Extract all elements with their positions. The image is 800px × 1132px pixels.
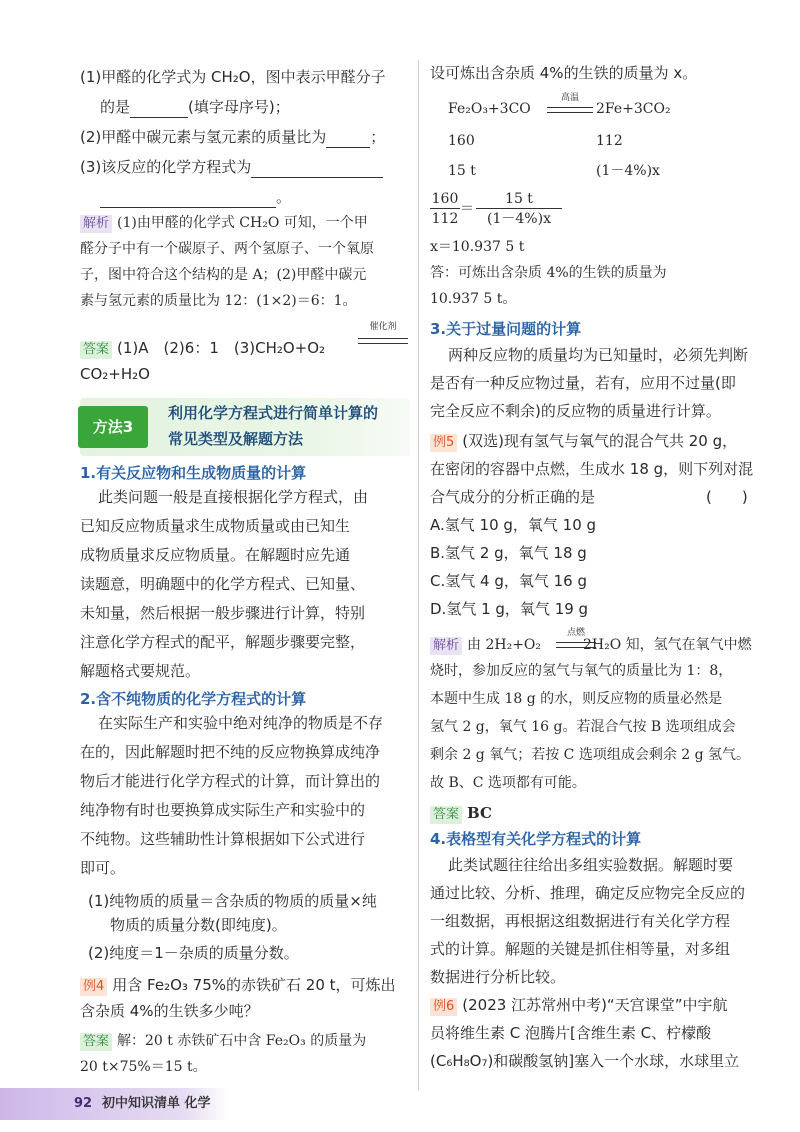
paragraph-line: 式的计算。解题的关键是抓住相等量，对多组 (430, 940, 731, 958)
analysis-tag: 解析 (430, 637, 462, 655)
answer-tag: 答案 (80, 341, 112, 359)
equation-right: 2Fe+3CO₂ (596, 101, 671, 117)
example-tag: 例6 (430, 998, 457, 1016)
paragraph-line: 故 B、C 选项都有可能。 (430, 775, 586, 791)
example-6-line2: 员将维生素 C 泡腾片[含维生素 C、柠檬酸 (430, 1024, 712, 1042)
answer-line2: CO₂+H₂O (80, 365, 150, 383)
equals: ＝ (460, 201, 474, 217)
option-c[interactable]: C.氢气 4 g，氧气 16 g (430, 572, 587, 590)
paragraph-line: 不纯物。这些辅助性计算根据如下公式进行 (80, 830, 366, 848)
molar-mass-2: 112 (596, 133, 623, 149)
answer-5: 答案 BC (430, 802, 492, 824)
paragraph-line: 通过比较、分析、推理，确定反应物完全反应的 (430, 884, 746, 902)
column-divider (418, 60, 419, 1090)
option-d[interactable]: D.氢气 1 g，氧气 19 g (430, 600, 589, 618)
example-4-line2: 含杂质 4%的生铁多少吨？ (80, 1002, 259, 1020)
ignite-condition: 点燃 (566, 628, 585, 638)
answer-tag: 答案 (80, 1033, 112, 1051)
paragraph-line: 读题意，明确题中的化学方程式、已知量、 (80, 575, 366, 593)
paragraph-line: 在的，因此解题时把不纯的反应物换算成纯净 (80, 743, 381, 761)
answer-4-line2: 20 t×75%＝15 t。 (80, 1059, 207, 1075)
section-heading: 4.表格型有关化学方程式的计算 (430, 830, 642, 848)
answer-4: 答案 解：20 t 赤铁矿石中含 Fe₂O₃ 的质量为 (80, 1030, 366, 1052)
answer-bracket[interactable]: ( ) (706, 488, 748, 506)
paragraph-line: 注意化学方程式的配平，解题步骤要完整， (80, 633, 366, 651)
fraction-numerator: 160 (431, 191, 459, 207)
example-6: 例6 (2023 江苏常州中考)“天宫课堂”中宇航 (430, 994, 727, 1016)
method-title: 利用化学方程式进行简单计算的 (168, 404, 379, 422)
paragraph-line: 纯净物有时也要换算成实际生产和实验中的 (80, 801, 366, 819)
fraction-bar (476, 208, 562, 209)
section-heading: 2.含不纯物质的化学方程式的计算 (80, 690, 307, 708)
paragraph-line: 未知量，然后根据一般步骤进行计算，特别 (80, 604, 366, 622)
formula-1: (1)纯物质的质量＝含杂质的物质的质量×纯 (88, 892, 377, 910)
example-tag: 例4 (80, 978, 107, 996)
answer-tag: 答案 (430, 806, 462, 824)
catalyst-condition: 催化剂 (369, 322, 397, 332)
method-3-banner (80, 398, 410, 456)
answer-blank[interactable] (130, 101, 188, 118)
paragraph-line: 两种反应物的质量均为已知量时，必须先判断 (448, 346, 749, 364)
paragraph-line: 剩余 2 g 氧气；若按 C 选项组成会剩余 2 g 氢气。 (430, 747, 751, 763)
analysis-line: 子，图中符合这个结构的是 A；(2)甲醛中碳元 (80, 267, 367, 283)
section-heading: 1.有关反应物和生成物质量的计算 (80, 464, 307, 482)
paragraph-line: 是否有一种反应物过量，若有，应用不过量(即 (430, 374, 736, 392)
equals-sign (547, 107, 593, 113)
question-2: (2)甲醛中碳元素与氢元素的质量比为 ； (80, 128, 386, 146)
paragraph-line: 此类问题一般是直接根据化学方程式，由 (98, 488, 369, 506)
example-tag: 例5 (430, 434, 457, 452)
paragraph-line: 此类试题往往给出多组实验数据。解题时要 (448, 856, 734, 874)
question-1-line2: 的是 (填字母序号)； (100, 98, 290, 116)
book-title: 初中知识清单 化学 (102, 1096, 211, 1111)
equals-sign (556, 642, 596, 648)
answer-block: 答案 (1)A (2)6：1 (3)CH₂O+O₂ (80, 337, 325, 359)
section-heading: 3.关于过量问题的计算 (430, 320, 582, 338)
example-4: 例4 用含 Fe₂O₃ 75%的赤铁矿石 20 t，可炼出 (80, 974, 396, 996)
x-result: x＝10.937 5 t (430, 239, 525, 255)
paragraph-line: 成物质量求反应物质量。在解题时应先通 (80, 546, 351, 564)
equation-left: Fe₂O₃+3CO (448, 101, 531, 117)
page-number: 92 (73, 1096, 93, 1111)
solution-setup: 设可炼出含杂质 4%的生铁的质量为 x。 (430, 64, 698, 82)
analysis-block: 解析 (1)由甲醛的化学式 CH₂O 可知，一个甲 (80, 212, 368, 234)
paragraph-line: 完全反应不剩余)的反应物的质量进行计算。 (430, 402, 721, 420)
analysis-tag: 解析 (80, 215, 112, 233)
method-title: 常见类型及解题方法 (168, 430, 304, 448)
answer-blank[interactable] (326, 131, 370, 148)
question-3: (3)该反应的化学方程式为 (80, 156, 383, 178)
example-6-line3: (C₆H₈O₇)和碳酸氢钠]塞入一个水球，水球里立 (430, 1052, 740, 1070)
question-3-line2: 。 (100, 186, 291, 208)
paragraph-line: 已知反应物质量求生成物质量或由已知生 (80, 517, 351, 535)
fraction-bar (430, 208, 460, 209)
molar-mass-1: 160 (448, 133, 475, 149)
option-a[interactable]: A.氢气 10 g，氧气 10 g (430, 516, 597, 534)
answer-blank[interactable] (251, 161, 383, 178)
example-5: 例5 (双选)现有氢气与氧气的混合气共 20 g， (430, 430, 737, 452)
example-5-line2: 在密闭的容器中点燃，生成水 18 g，则下列对混 (430, 460, 754, 478)
question-1: (1)甲醛的化学式为 CH₂O，图中表示甲醛分子 (80, 68, 386, 86)
conclusion-line2: 10.937 5 t。 (430, 291, 517, 307)
high-temp-condition: 高温 (560, 93, 579, 103)
paragraph-line: 解题格式要规范。 (80, 662, 201, 680)
value-2: (1－4%)x (596, 163, 660, 179)
analysis-line: 素与氢元素的质量比为 12：(1×2)＝6：1。 (80, 293, 357, 309)
analysis-line: 醛分子中有一个碳原子、两个氢原子、一个氧原 (80, 241, 374, 257)
paragraph-line: 一组数据，再根据这组数据进行有关化学方程 (430, 912, 731, 930)
fraction-denominator: 112 (431, 211, 459, 227)
paragraph-line: 数据进行分析比较。 (430, 968, 566, 986)
fraction-numerator: 15 t (505, 191, 533, 207)
paragraph-line: 在实际生产和实验中绝对纯净的物质是不存 (98, 714, 384, 732)
formula-2: (2)纯度＝1－杂质的质量分数。 (88, 944, 299, 962)
value-1: 15 t (448, 163, 476, 179)
example-5-line3: 合气成分的分析正确的是 (430, 488, 596, 506)
option-b[interactable]: B.氢气 2 g，氧气 18 g (430, 544, 587, 562)
answer-blank[interactable] (100, 191, 276, 208)
paragraph-line: 物后才能进行化学方程式的计算，而计算出的 (80, 772, 381, 790)
paragraph-line: 本题中生成 18 g 的水，则反应物的质量必然是 (430, 691, 723, 707)
paragraph-line: 氢气 2 g，氧气 16 g。若混合气按 B 选项组成会 (430, 719, 736, 735)
method-label: 方法3 (78, 406, 148, 448)
equals-sign (358, 338, 408, 344)
formula-1-line2: 物质的质量分数(即纯度)。 (110, 916, 287, 934)
analysis-5: 解析 由 2H₂+O₂ 2H₂O 知，氢气在氧气中燃 (430, 634, 752, 656)
fraction-denominator: (1－4%)x (487, 211, 551, 227)
paragraph-line: 即可。 (80, 859, 126, 877)
conclusion: 答：可炼出含杂质 4%的生铁的质量为 (430, 265, 667, 281)
paragraph-line: 烧时，参加反应的氢气与氧气的质量比为 1：8， (430, 663, 733, 679)
